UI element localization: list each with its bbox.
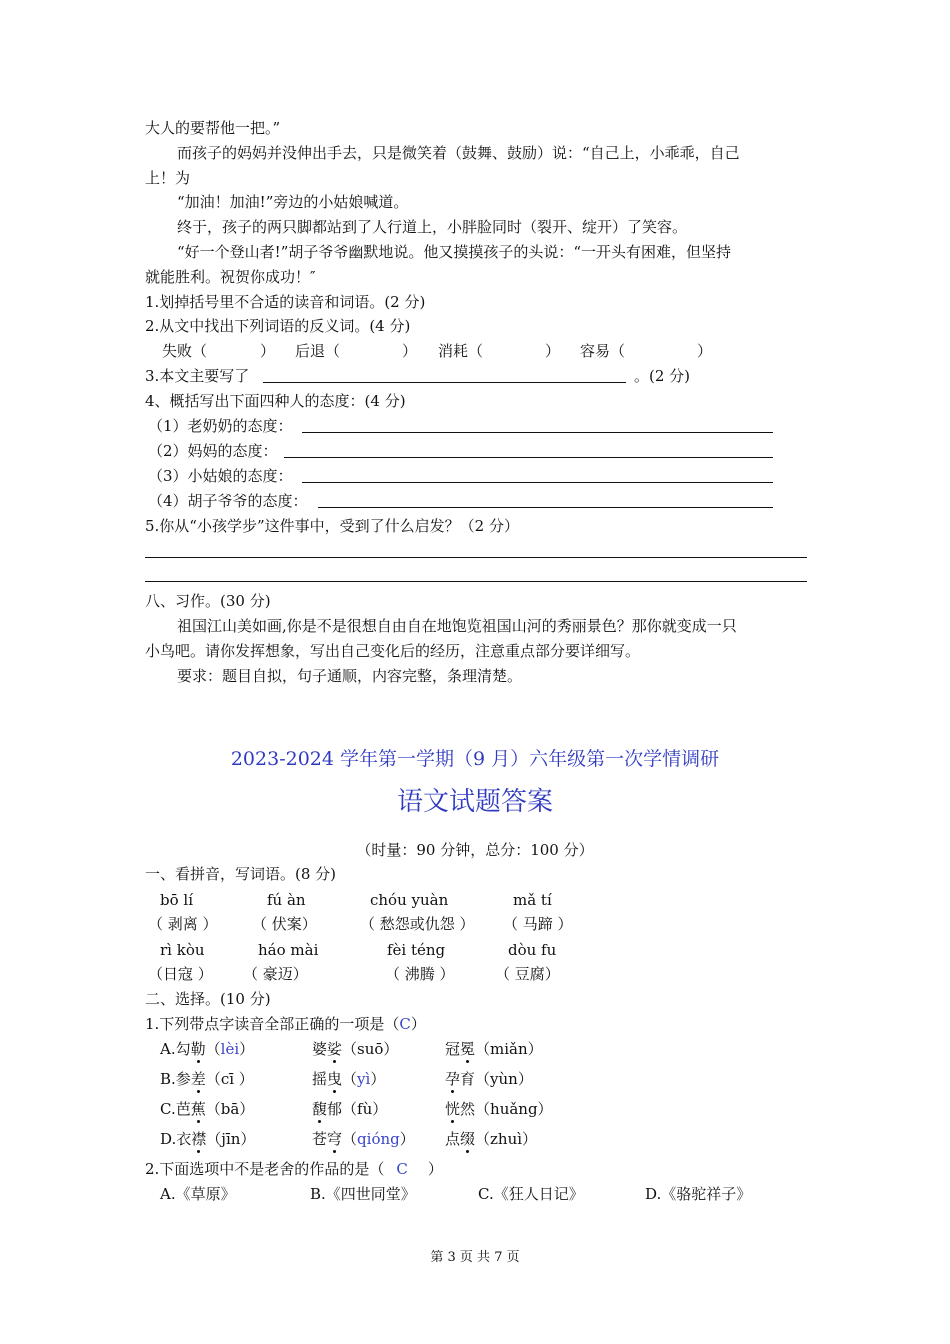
question-3-suffix: 。(2 分) xyxy=(634,367,691,385)
mc1-option-c3 xyxy=(445,1099,553,1119)
pinyin: mǎ tí xyxy=(513,891,552,909)
mc1-option-b1 xyxy=(160,1069,254,1089)
answer-line xyxy=(302,432,773,433)
dotted-char: 孕 xyxy=(445,1070,461,1088)
option-text: （fù） xyxy=(342,1100,388,1118)
essay-requirements: 要求：题目自拟，句子通顺，内容完整，条理清楚。 xyxy=(177,667,523,685)
question-2: 2.从文中找出下列词语的反义词。(4 分) xyxy=(145,317,411,335)
attitude-label-3: （3）小姑娘的态度： xyxy=(148,467,293,485)
option-text: （miǎn） xyxy=(475,1040,543,1058)
option-text: B.参 xyxy=(160,1070,191,1088)
passage-line: 就能胜利。祝贺你成功！″ xyxy=(145,268,316,286)
option-text: （zhuì） xyxy=(475,1130,538,1148)
mc1-stem-text: 1.下列带点字读音全部正确的一项是（ xyxy=(145,1015,400,1033)
pinyin: rì kòu xyxy=(160,941,205,959)
antonym-label-4: 容易（ xyxy=(580,342,626,360)
pinyin: bō lí xyxy=(160,891,193,909)
option-text: ） xyxy=(370,1070,386,1088)
antonym-close-3: ） xyxy=(545,342,561,360)
pinyin-correction: qióng xyxy=(357,1130,400,1148)
answer-line xyxy=(302,482,773,483)
option-text: A.勾 xyxy=(160,1040,191,1058)
section-1-heading: 一、看拼音，写词语。(8 分) xyxy=(145,865,337,883)
answer-word: （ 沸腾 ） xyxy=(385,965,455,983)
mc1-option-b3 xyxy=(445,1069,533,1089)
option-text: C.芭 xyxy=(160,1100,191,1118)
mc2-close: ） xyxy=(427,1160,443,1178)
mc1-option-d2 xyxy=(312,1129,415,1149)
answer-line xyxy=(145,581,807,582)
section-2-heading: 二、选择。(10 分) xyxy=(145,990,271,1008)
pinyin-correction: lèi xyxy=(220,1040,240,1058)
pinyin: fú àn xyxy=(267,891,306,909)
mc2-answer: C xyxy=(396,1160,408,1178)
antonym-close-2: ） xyxy=(402,342,418,360)
option-text: （huǎng） xyxy=(475,1100,553,1118)
option-text: ） xyxy=(399,1130,415,1148)
answer-key-title: 2023-2024 学年第一学期（9 月）六年级第一次学情调研 xyxy=(230,748,720,770)
question-1: 1.划掉括号里不合适的读音和词语。(2 分) xyxy=(145,293,426,311)
answer-line xyxy=(145,557,807,558)
essay-body: 祖国江山美如画,你是不是很想自由自在地饱览祖国山河的秀丽景色？那你就变成一只 xyxy=(177,617,737,635)
dotted-char: 恍 xyxy=(445,1100,461,1118)
option-text: D.衣 xyxy=(160,1130,192,1148)
dotted-char: 差 xyxy=(190,1070,206,1088)
antonym-label-3: 消耗（ xyxy=(438,342,484,360)
antonym-close-4: ） xyxy=(697,342,713,360)
dotted-char: 穹 xyxy=(327,1130,343,1148)
mc2-stem xyxy=(145,1159,443,1179)
answer-word: （ 马蹄 ） xyxy=(503,915,573,933)
mc1-option-d1 xyxy=(160,1129,255,1149)
mc1-close: ） xyxy=(410,1015,426,1033)
mc1-option-a2 xyxy=(312,1039,398,1059)
passage-line: 终于，孩子的两只脚都站到了人行道上，小胖脸同时（裂开、绽开）了笑容。 xyxy=(177,218,688,236)
dotted-char: 勒 xyxy=(190,1040,206,1058)
mc2-stem-text: 2.下面选项中不是老舍的作品的是（ xyxy=(145,1160,385,1178)
option-text: ） xyxy=(239,1040,255,1058)
mc1-option-d3 xyxy=(445,1129,537,1149)
attitude-label-4: （4）胡子爷爷的态度： xyxy=(148,492,308,510)
answer-line xyxy=(318,507,773,508)
essay-heading: 八、习作。(30 分) xyxy=(145,592,271,610)
option-text: 苍 xyxy=(312,1130,328,1148)
option-text: 郁 xyxy=(327,1100,343,1118)
answer-word: （ 豪迈） xyxy=(243,965,308,983)
dotted-char: 缀 xyxy=(460,1130,476,1148)
option-text: 然 xyxy=(460,1100,476,1118)
question-4: 4、概括写出下面四种人的态度：(4 分) xyxy=(145,392,406,410)
question-5: 5.你从“小孩学步”这件事中，受到了什么启发？（2 分） xyxy=(145,517,519,535)
option-text: （suō） xyxy=(342,1040,399,1058)
option-text: （ xyxy=(342,1130,358,1148)
mc2-option-b: B.《四世同堂》 xyxy=(310,1185,416,1203)
mc1-option-b2 xyxy=(312,1069,385,1089)
antonym-label-1: 失败（ xyxy=(162,342,208,360)
pinyin: fèi téng xyxy=(387,941,446,959)
option-text: （ xyxy=(342,1070,358,1088)
option-text: （cī ） xyxy=(205,1070,254,1088)
antonym-close-1: ） xyxy=(260,342,276,360)
option-text: jīn xyxy=(221,1130,241,1148)
option-text: （bā） xyxy=(205,1100,255,1118)
essay-body: 小鸟吧。请你发挥想象，写出自己变化后的经历，注意重点部分要详细写。 xyxy=(145,642,641,660)
dotted-char: 襟 xyxy=(191,1130,207,1148)
answer-word: （ 伏案） xyxy=(252,915,317,933)
attitude-label-1: （1）老奶奶的态度： xyxy=(148,417,293,435)
option-text: （ xyxy=(206,1130,222,1148)
answer-line xyxy=(263,382,626,383)
option-text: （yùn） xyxy=(475,1070,533,1088)
passage-line: “加油！加油!”旁边的小姑娘喊道。 xyxy=(177,193,409,211)
answer-word: （ 愁怨或仇怨 ） xyxy=(360,915,475,933)
mc1-option-a1 xyxy=(160,1039,254,1059)
pinyin: háo mài xyxy=(258,941,319,959)
mc1-answer: C xyxy=(399,1015,411,1033)
pinyin: chóu yuàn xyxy=(370,891,449,909)
option-text: 育 xyxy=(460,1070,476,1088)
answer-key-meta: （时量：90 分钟，总分：100 分） xyxy=(356,841,594,859)
dotted-char: 娑 xyxy=(327,1040,343,1058)
option-text: （ xyxy=(205,1040,221,1058)
answer-word: （ 剥离 ） xyxy=(148,915,218,933)
dotted-char: 冕 xyxy=(460,1040,476,1058)
mc1-option-a3 xyxy=(445,1039,543,1059)
mc1-option-c2 xyxy=(312,1099,387,1119)
option-text: 摇 xyxy=(312,1070,328,1088)
dotted-char: 馥 xyxy=(312,1100,328,1118)
option-text: ） xyxy=(240,1130,256,1148)
passage-line: “好一个登山者!”胡子爷爷幽默地说。他又摸摸孩子的头说：“一开头有困难，但坚持 xyxy=(177,243,732,261)
dotted-char: 蕉 xyxy=(190,1100,206,1118)
passage-line: 而孩子的妈妈并没伸出手去，只是微笑着（鼓舞、鼓励）说：“自己上，小乖乖，自己 xyxy=(177,144,740,162)
question-3-prefix: 3.本文主要写了 xyxy=(145,367,250,385)
passage-line: 上！为 xyxy=(145,169,191,187)
attitude-label-2: （2）妈妈的态度： xyxy=(148,442,278,460)
option-text: 点 xyxy=(445,1130,461,1148)
passage-line: 大人的要帮他一把。” xyxy=(145,119,281,137)
mc1-option-c1 xyxy=(160,1099,254,1119)
dotted-char: 曳 xyxy=(327,1070,343,1088)
page-number: 第 3 页 共 7 页 xyxy=(430,1250,520,1265)
pinyin-correction: yì xyxy=(357,1070,371,1088)
answer-key-subtitle: 语文试题答案 xyxy=(396,787,553,817)
pinyin: dòu fu xyxy=(508,941,557,959)
mc2-option-a: A.《草原》 xyxy=(160,1185,236,1203)
mc2-option-c: C.《狂人日记》 xyxy=(478,1185,584,1203)
antonym-label-2: 后退（ xyxy=(295,342,341,360)
option-text: 冠 xyxy=(445,1040,461,1058)
answer-word: （日寇 ） xyxy=(148,965,213,983)
answer-word: （ 豆腐） xyxy=(495,965,560,983)
mc1-stem xyxy=(145,1014,426,1034)
answer-line xyxy=(284,457,773,458)
option-text: 婆 xyxy=(312,1040,328,1058)
mc2-option-d: D.《骆驼祥子》 xyxy=(645,1185,752,1203)
